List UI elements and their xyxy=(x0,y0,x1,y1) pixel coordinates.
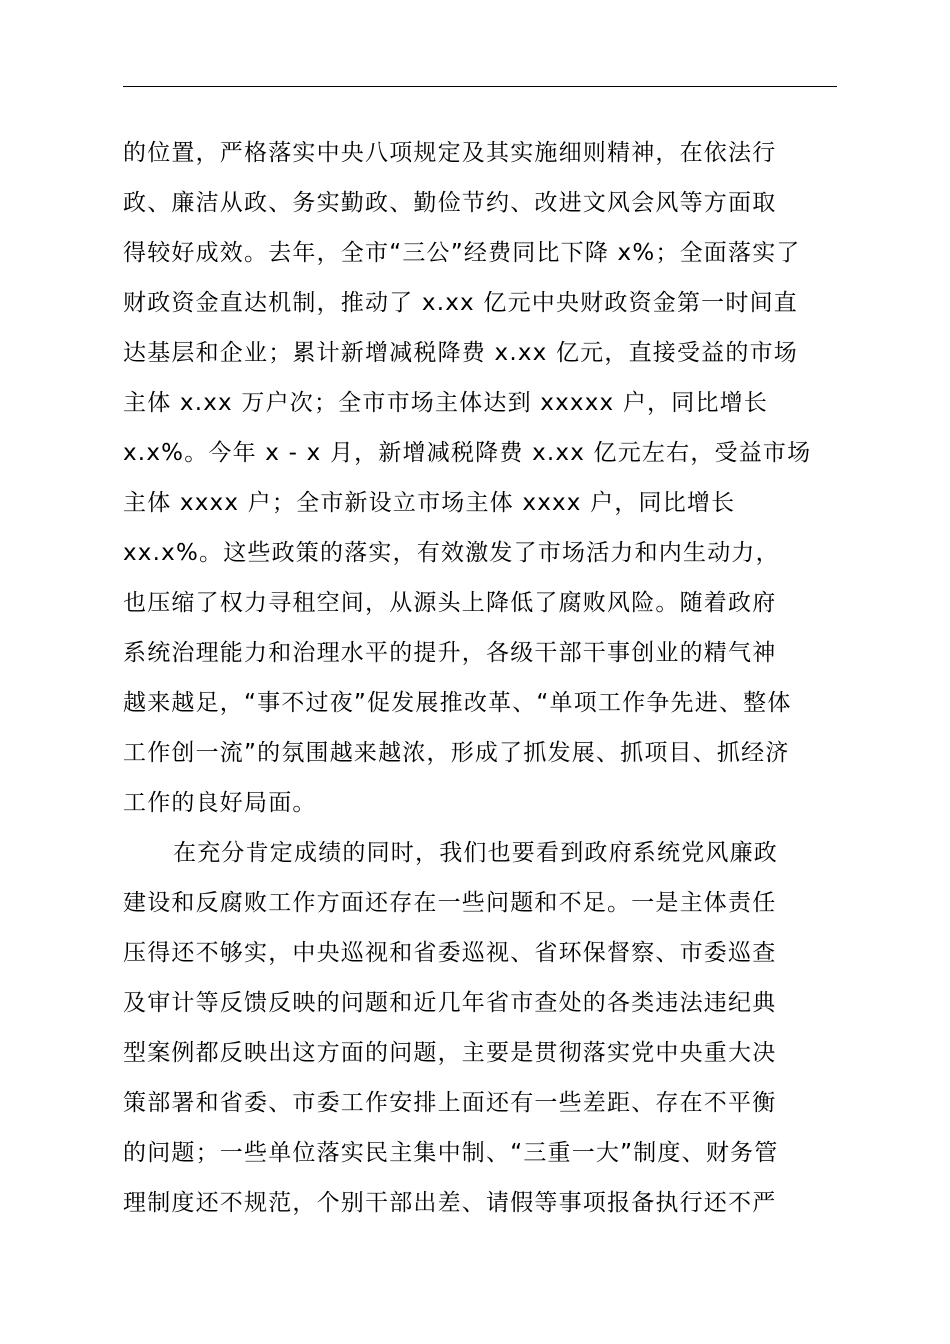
text-line xyxy=(123,728,837,778)
text-line xyxy=(123,678,837,728)
text-line xyxy=(123,428,837,478)
text-line xyxy=(123,978,837,1028)
text-line xyxy=(123,578,837,628)
text-line xyxy=(123,878,837,928)
text-line-content: 系统治理能力和治理水平的提升，各级干部干事创业的精气神 xyxy=(123,640,777,666)
text-line-content: 的问题；一些单位落实民主集中制、“三重一大”制度、财务管 xyxy=(123,1140,779,1166)
text-line-content: 及审计等反馈反映的问题和近几年省市查处的各类违法违纪典 xyxy=(123,990,777,1016)
text-line-content: xx.x%。这些政策的落实，有效激发了市场活力和内生动力， xyxy=(123,540,780,566)
text-line xyxy=(123,178,837,228)
text-line-content: 工作创一流”的氛围越来越浓，形成了抓发展、抓项目、抓经济 xyxy=(123,740,790,766)
header-rule xyxy=(123,86,837,87)
text-line xyxy=(123,128,837,178)
text-line xyxy=(123,778,837,828)
text-line-content: 型案例都反映出这方面的问题，主要是贯彻落实党中央重大决 xyxy=(123,1040,777,1066)
text-line-content: 压得还不够实，中央巡视和省委巡视、省环保督察、市委巡查 xyxy=(123,940,777,966)
text-line-content: x.x%。今年 x - x 月，新增减税降费 x.xx 亿元左右，受益市场 xyxy=(123,440,812,466)
text-line-content: 在充分肯定成绩的同时，我们也要看到政府系统党风廉政 xyxy=(173,840,778,866)
text-line xyxy=(123,478,837,528)
text-line-content: 理制度还不规范，个别干部出差、请假等事项报备执行还不严 xyxy=(123,1190,777,1216)
text-line-content: 政、廉洁从政、务实勤政、勤俭节约、改进文风会风等方面取 xyxy=(123,190,777,216)
text-line-content: 得较好成效。去年，全市“三公”经费同比下降 x%；全面落实了 xyxy=(123,240,801,266)
paragraph-first-line xyxy=(123,828,837,878)
text-line xyxy=(123,528,837,578)
text-line xyxy=(123,1128,837,1178)
text-line-content: 越来越足，“事不过夜”促发展推改革、“单项工作争先进、整体 xyxy=(123,690,792,716)
text-line xyxy=(123,628,837,678)
text-line-content: 达基层和企业；累计新增减税降费 x.xx 亿元，直接受益的市场 xyxy=(123,340,798,366)
text-line xyxy=(123,1078,837,1128)
document-body xyxy=(123,128,837,1228)
text-line xyxy=(123,328,837,378)
text-line-content: 的位置，严格落实中央八项规定及其实施细则精神，在依法行 xyxy=(123,140,777,166)
text-line-content: 财政资金直达机制，推动了 x.xx 亿元中央财政资金第一时间直 xyxy=(123,290,798,316)
text-line-content: 策部署和省委、市委工作安排上面还有一些差距、存在不平衡 xyxy=(123,1090,777,1116)
text-line xyxy=(123,928,837,978)
text-line xyxy=(123,1178,837,1228)
text-line-content: 主体 xxxx 户；全市新设立市场主体 xxxx 户，同比增长 xyxy=(123,490,736,516)
text-line xyxy=(123,378,837,428)
text-line xyxy=(123,228,837,278)
text-line xyxy=(123,1028,837,1078)
text-line xyxy=(123,278,837,328)
text-line-content: 主体 x.xx 万户次；全市市场主体达到 xxxxx 户，同比增长 xyxy=(123,390,769,416)
text-line-content: 工作的良好局面。 xyxy=(123,790,317,816)
text-line-content: 也压缩了权力寻租空间，从源头上降低了腐败风险。随着政府 xyxy=(123,590,777,616)
text-line-content: 建设和反腐败工作方面还存在一些问题和不足。一是主体责任 xyxy=(123,890,777,916)
